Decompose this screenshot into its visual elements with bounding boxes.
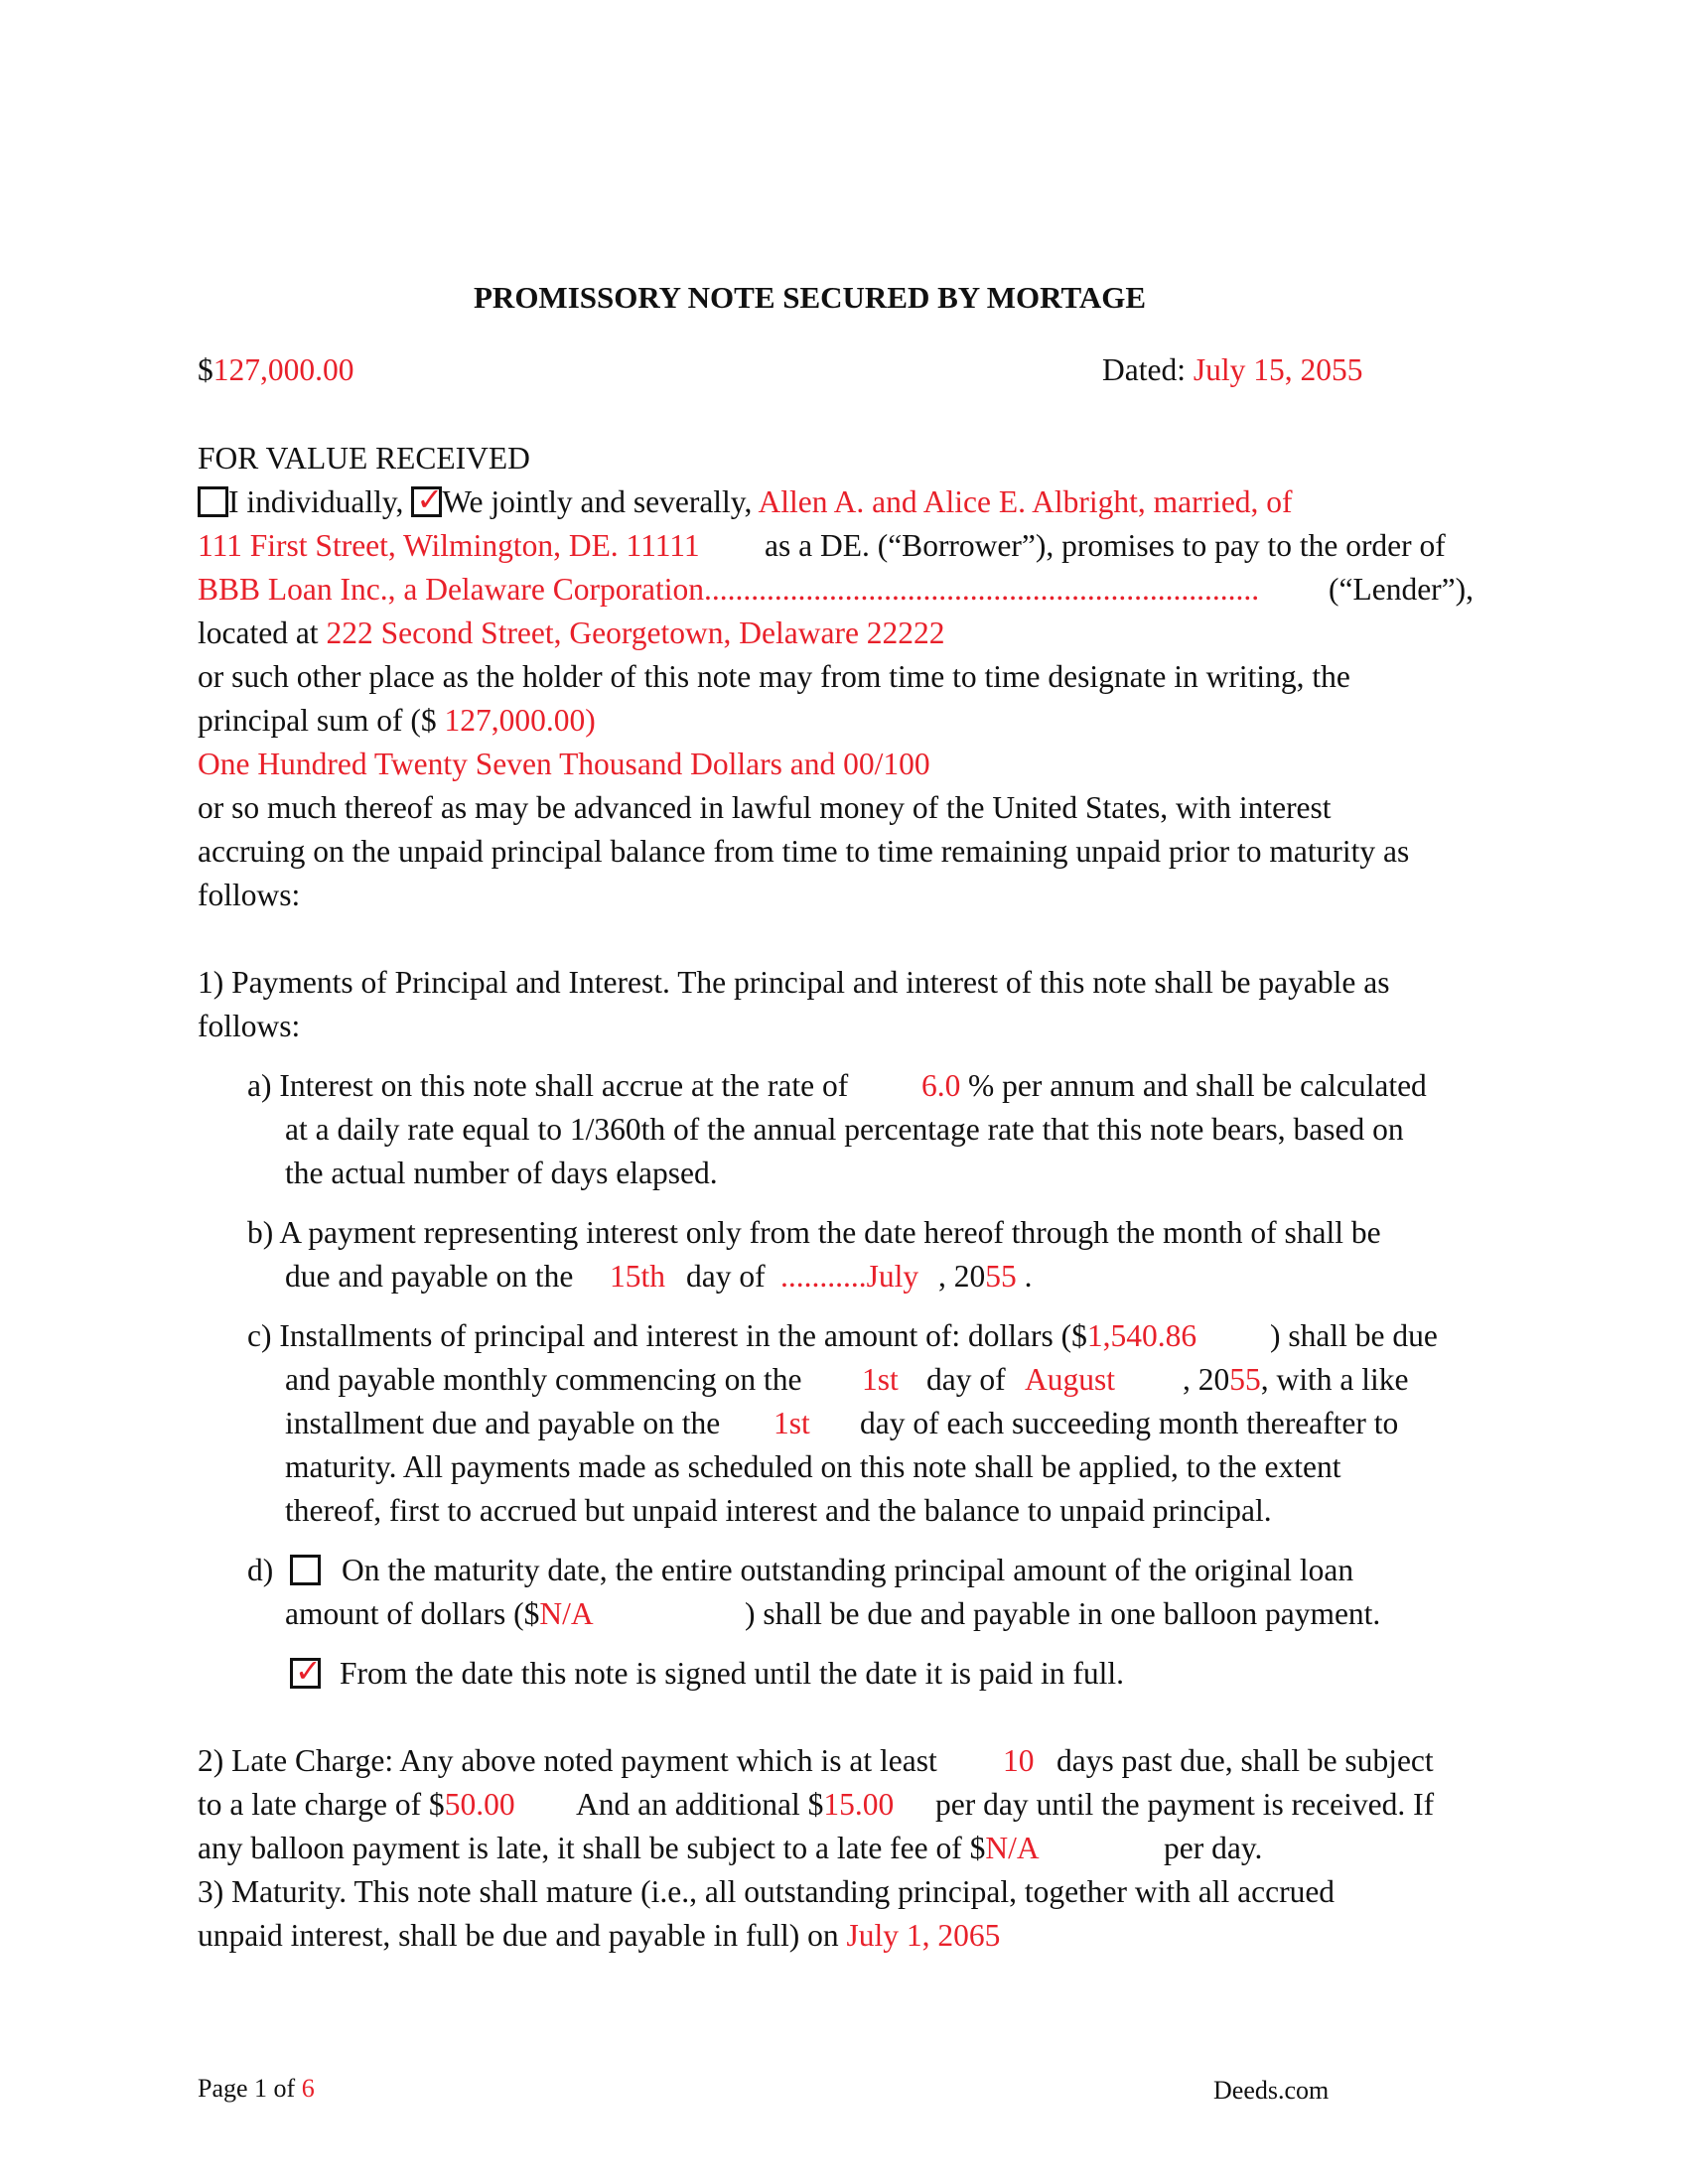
installment-day: 1st bbox=[774, 1406, 810, 1440]
individual-label: I individually, bbox=[228, 484, 404, 519]
check-mark-icon: ✓ bbox=[416, 480, 444, 518]
item-c-line-1: c) Installments of principal and interest in the amount of: dollars ($1,540.86 bbox=[247, 1318, 1197, 1353]
lender-suffix: (“Lender”), bbox=[1329, 572, 1475, 607]
item-b-line-1: b) A payment representing interest only from the date hereof through the month of shall be bbox=[247, 1215, 1381, 1250]
currency-symbol: $ bbox=[198, 352, 213, 387]
section-2-line-2: to a late charge of $50.00 bbox=[198, 1787, 515, 1822]
dated-value: July 15, 2055 bbox=[1193, 352, 1363, 387]
check-mark-icon: ✓ bbox=[295, 1652, 322, 1690]
item-c-post: ) shall be due bbox=[1270, 1318, 1438, 1353]
follows-line: follows: bbox=[198, 878, 301, 912]
late-days: 10 bbox=[1003, 1743, 1035, 1778]
dated-label: Dated: bbox=[1102, 352, 1186, 387]
principal-value: 127,000.00) bbox=[444, 703, 596, 738]
accruing-line: accruing on the unpaid principal balance from time to time remaining unpaid prior to maturity as bbox=[198, 834, 1410, 869]
item-c3-pre: installment due and payable on the bbox=[285, 1406, 721, 1440]
for-value-received: FOR VALUE RECEIVED bbox=[198, 441, 530, 476]
section-2-line-3: any balloon payment is late, it shall be subject to a late fee of $N/A bbox=[198, 1831, 1040, 1865]
late-fee: 50.00 bbox=[444, 1787, 515, 1822]
such-other-line: or such other place as the holder of this note may from time to time designate in writing, the bbox=[198, 659, 1350, 694]
item-b-mid: day of bbox=[686, 1259, 766, 1294]
lender-location-line bbox=[198, 617, 945, 649]
lender-name: BBB Loan Inc., a Delaware Corporation....................................................................... bbox=[198, 572, 1260, 607]
section-1-heading-cont: follows: bbox=[198, 1009, 301, 1043]
item-c3-post: day of each succeeding month thereafter to bbox=[860, 1406, 1399, 1440]
section-2-line-1: 2) Late Charge: Any above noted payment which is at least bbox=[198, 1743, 937, 1778]
principal-line bbox=[198, 705, 596, 737]
installment-amount: 1,540.86 bbox=[1086, 1318, 1197, 1353]
interest-payment-month: ...........July bbox=[780, 1259, 919, 1294]
borrower-suffix: as a DE. (“Borrower”), promises to pay to the order of bbox=[765, 528, 1446, 563]
individual-checkbox[interactable] bbox=[198, 486, 228, 517]
section-2-line-1-post: days past due, shall be subject bbox=[1056, 1743, 1434, 1778]
item-c-line-5: thereof, first to accrued but unpaid interest and the balance to unpaid principal. bbox=[285, 1493, 1272, 1528]
interest-payment-year: , 2055 . bbox=[938, 1259, 1033, 1294]
item-d-line-2-post: ) shall be due and payable in one balloon payment. bbox=[745, 1596, 1381, 1631]
item-d-option-1-text: On the maturity date, the entire outstanding principal amount of the original loan bbox=[342, 1553, 1354, 1587]
item-a-line-2: at a daily rate equal to 1/360th of the annual percentage rate that this note bears, based on bbox=[285, 1112, 1404, 1147]
section-1-heading: 1) Payments of Principal and Interest. The principal and interest of this note shall be payable as bbox=[198, 965, 1390, 1000]
item-c2-mid: day of bbox=[926, 1362, 1006, 1397]
section-2-line-3-post: per day. bbox=[1164, 1831, 1263, 1865]
commencement-day: 1st bbox=[862, 1362, 899, 1397]
lender-address: 222 Second Street, Georgetown, Delaware 22222 bbox=[326, 615, 945, 650]
section-3-line-2: unpaid interest, shall be due and payable in full) on July 1, 2065 bbox=[198, 1918, 1001, 1953]
borrower-names: Allen A. and Alice E. Albright, married, of bbox=[758, 484, 1293, 519]
item-a-line-1: a) Interest on this note shall accrue at the rate of bbox=[247, 1068, 849, 1103]
principal-label: principal sum of ($ bbox=[198, 703, 437, 738]
loan-amount: 127,000.00 bbox=[212, 352, 354, 387]
item-b-pre: due and payable on the bbox=[285, 1259, 574, 1294]
joint-checkbox[interactable] bbox=[411, 480, 444, 518]
section-2-additional: And an additional $15.00 bbox=[576, 1787, 895, 1822]
borrower-type-line bbox=[198, 480, 1293, 519]
balloon-late-fee: N/A bbox=[985, 1831, 1040, 1865]
item-d-option-2-text: From the date this note is signed until the date it is paid in full. bbox=[340, 1656, 1125, 1691]
located-label: located at bbox=[198, 615, 319, 650]
balloon-checkbox[interactable] bbox=[290, 1555, 321, 1585]
page-number: Page 1 of 6 bbox=[198, 2074, 315, 2103]
borrower-address-line bbox=[198, 530, 700, 562]
dated-line bbox=[1102, 354, 1362, 386]
daily-fee: 15.00 bbox=[823, 1787, 895, 1822]
section-2-line-2-post: per day until the payment is received. If bbox=[935, 1787, 1435, 1822]
item-d-option-2 bbox=[290, 1652, 322, 1690]
item-c2-pre: and payable monthly commencing on the bbox=[285, 1362, 802, 1397]
commencement-month: August bbox=[1025, 1362, 1116, 1397]
item-d-label: d) bbox=[247, 1553, 274, 1587]
item-d-option-1 bbox=[290, 1555, 321, 1586]
borrower-address: 111 First Street, Wilmington, DE. 11111 bbox=[198, 528, 700, 563]
interest-payment-day: 15th bbox=[610, 1259, 666, 1294]
amount-line bbox=[198, 354, 354, 386]
footer-brand: Deeds.com bbox=[1213, 2076, 1330, 2105]
item-a-post: % per annum and shall be calculated bbox=[968, 1068, 1427, 1103]
item-a-line-3: the actual number of days elapsed. bbox=[285, 1156, 718, 1190]
item-d-line-2: amount of dollars ($N/A bbox=[285, 1596, 594, 1631]
item-c-line-4: maturity. All payments made as scheduled on this note shall be applied, to the extent bbox=[285, 1449, 1341, 1484]
commencement-year: , 2055, with a like bbox=[1183, 1362, 1409, 1397]
page-total: 6 bbox=[301, 2074, 315, 2103]
full-term-checkbox[interactable] bbox=[290, 1652, 322, 1690]
maturity-date: July 1, 2065 bbox=[846, 1918, 1001, 1953]
joint-label: We jointly and severally, bbox=[442, 484, 753, 519]
section-3-line-1: 3) Maturity. This note shall mature (i.e., all outstanding principal, together with all accrued bbox=[198, 1874, 1336, 1909]
amount-in-words: One Hundred Twenty Seven Thousand Dollars and 00/100 bbox=[198, 747, 930, 781]
interest-rate: 6.0 bbox=[921, 1068, 961, 1103]
lawful-money-line: or so much thereof as may be advanced in lawful money of the United States, with interest bbox=[198, 790, 1332, 825]
balloon-amount: N/A bbox=[539, 1596, 594, 1631]
document-title: PROMISSORY NOTE SECURED BY MORTAGE bbox=[474, 280, 1147, 315]
